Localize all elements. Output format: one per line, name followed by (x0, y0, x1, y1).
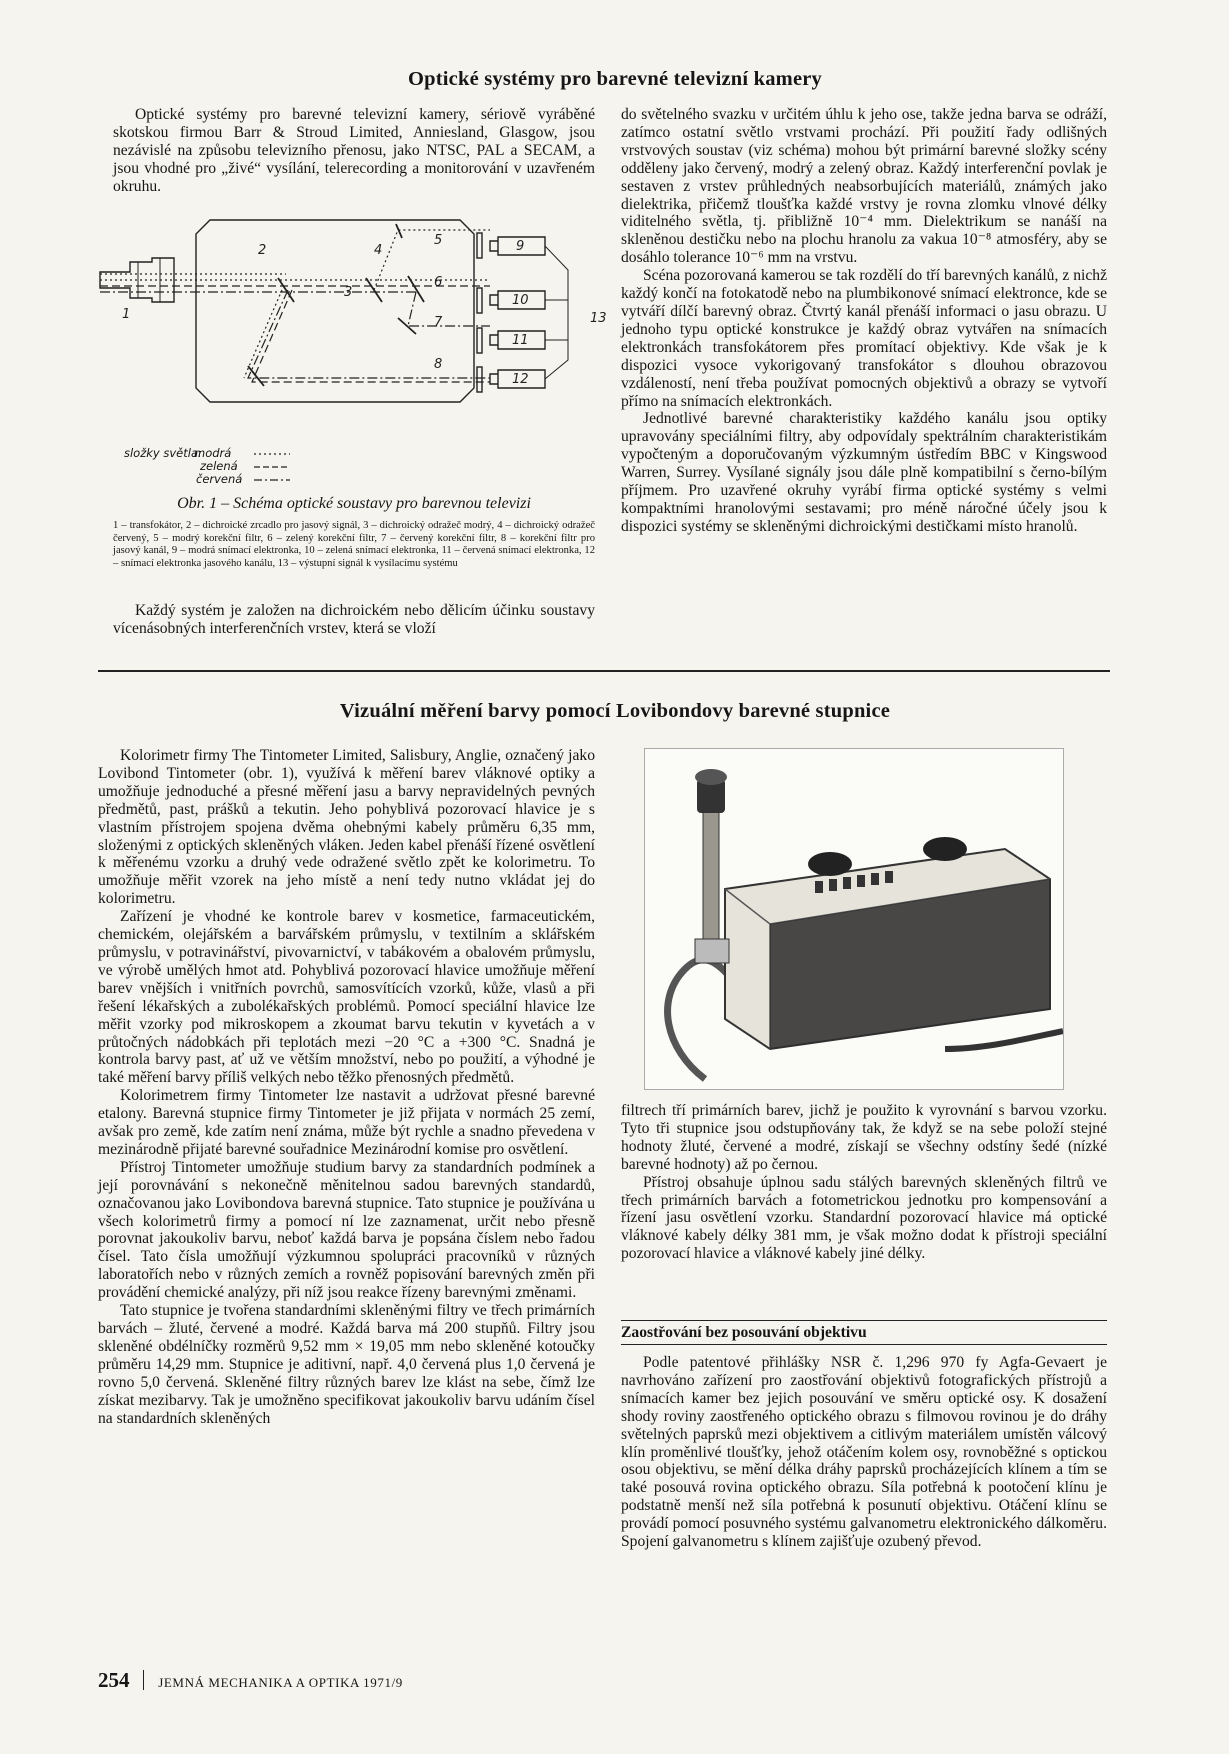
diagram-label-7: 7 (434, 315, 443, 330)
legend-item-blue: modrá (194, 446, 232, 460)
tintometer-illustration (645, 749, 1063, 1089)
paragraph: Scéna pozorovaná kamerou se tak rozdělí do tří barevných kanálů, z nichž každý končí na fotokatodě nebo na plumbikonové snímací elektronce, kde se vytváří dílčí barevný obraz. Čtvrtý kanál přenáší informaci o jasu obrazu. U jednoho typu optické konstrukce je každý obraz vytvářen na snímacích elektronkách transfokátorem přes promítací objektivy. Kde však je k dispozici vysoce vykorigovaný transfokátor s dlouhou obrazovou vzdáleností, není třeba používat pomocných objektivů a obrazy se vytvoří přímo na snímacích elektronkách. (621, 267, 1107, 410)
article1-right-column (621, 106, 1107, 536)
diagram-label-9: 9 (516, 239, 525, 254)
article1-left-column (113, 106, 595, 196)
paragraph: Tato stupnice je tvořena standardními skleněnými filtry ve třech primárních barvách – žluté, červené a modré. Každá barva má 200 stupňů. Filtry jsou skleněné obdélníčky rozměrů 9,52 mm × 19,05 mm nebo skleněné kotoučky průměru 14,29 mm. Stupnice je aditivní, např. 4,0 červená plus 1,0 červená je rovno 5,0 červená. Skleněné filtry různých barev lze klást na sebe, čímž lze získat mezibarvy. Tak je umožněno specifikovat jakoukoliv barvu udáním čísel na standardních skleněných (98, 1302, 595, 1427)
article3-rule (621, 1320, 1107, 1321)
footer-separator (143, 1670, 144, 1690)
diagram-label-1: 1 (122, 307, 131, 322)
paragraph: Kolorimetrem firmy Tintometer lze nastavit a udržovat přesné barevné etalony. Barevná stupnice firmy Tintometer je již přijata v normách 25 zemí, avšak pro země, kde zatím není známa, může být rychle a snadno převedena v mezinárodně přijaté barevné souřadnice Mezinárodní komise pro osvětlení. (98, 1087, 595, 1158)
legend-item-red: červená (196, 472, 243, 486)
diagram-label-4: 4 (374, 243, 383, 258)
article3-title: Zaostřování bez posouvání objektivu (621, 1324, 867, 1341)
tintometer-photo (644, 748, 1064, 1090)
diagram-label-6: 6 (434, 275, 443, 290)
diagram-label-11: 11 (512, 333, 529, 348)
page-footer (98, 1668, 403, 1693)
page-number: 254 (98, 1668, 130, 1692)
diagram-label-3: 3 (344, 285, 353, 300)
figure-caption-body: 1 – transfokátor, 2 – dichroické zrcadlo pro jasový signál, 3 – dichroický odražeč modrý, 4 – dichroický odražeč červený, 5 – modrý korekční filtr, 6 – zelený korekční filtr, 7 – červený korekční filtr, 8 – korekční filtr pro jasový kanál, 9 – modrá snímací elektronka, 10 – zelená snímací elektronka, 11 – červená snímací elektronka, 12 – snímací elektronka jasového kanálu, 13 – výstupní signál k vysílacímu systému (113, 520, 595, 569)
paragraph: Optické systémy pro barevné televizní kamery, sériově vyráběné skotskou firmou Barr & Stroud Limited, Anniesland, Glasgow, jsou nezávislé na způsobu televizního přenosu, jako NTSC, PAL a SECAM, a jsou vhodné pro „živé“ vysílání, telerecording a monitorování v uzavřeném okruhu. (113, 106, 595, 195)
paragraph: Přístroj Tintometer umožňuje studium barvy za standardních podmínek a její porovnávání s nekonečně měnitelnou sadou barevných standardů, označovanou jako Lovibondova barevná stupnice. Tato stupnice je používána u všech kolorimetrů firmy a pomocí ní lze zaznamenat, určit nebo přesně porovnat jakoukoliv barvu, neboť každá barva je popsána číslem nebo řadou čísel. Tato čísla umožňují výzkumnou spolupráci pracovníků v různých laboratořích nebo v různých zemích a rovněž popisování barevných změn při provádění chemické analýzy, při níž jsou reakce řízeny barevnými změnami. (98, 1158, 595, 1302)
diagram-label-2: 2 (258, 243, 267, 258)
legend-line-samples (254, 446, 294, 488)
paragraph: Kolorimetr firmy The Tintometer Limited, Salisbury, Anglie, označený jako Lovibond Tintometer (obr. 1), využívá k měření barev vláknové optiky a umožňuje jednoduché a přesné měření jasu a barvy nepravidelných pevných předmětů, past, prášků a tekutin. Jeho pohyblivá pozorovací hlavice je s vlastním přístrojem spojena dvěma ohebnými kabely průměru 6,35 mm, složenými z optických skleněných vláken. Jeden kabel přenáší řízené osvětlení k měřenému vzorku a druhý vede odražené světlo zpět ke kolorimetru. To umožňuje měřit vzorek na jeho místě a není tedy nutno vkládat jej do kolorimetru. (98, 747, 595, 908)
diagram-label-13: 13 (590, 311, 607, 326)
legend-label: složky světla: (124, 446, 202, 460)
article1-left-column-continued (113, 602, 595, 638)
section-divider (98, 670, 1110, 672)
paragraph: Jednotlivé barevné charakteristiky každého kanálu jsou optiky upravovány speciálními filtry, aby odpovídaly spektrálním charakteristikám vypočteným a doporučovaným výzkumným ústředím BBC v Kingswood Warren, Surrey. Vysílané signály jsou dále plně kompatibilní s černo-bílým příjmem. Pro uzavřené okruhy vyrábí firma optické systémy s velmi kompaktními hranolovými sestavami; pro méně náročné účely jsou k dispozici systémy se skleněnými dichroickými destičkami místo hranolů. (621, 410, 1107, 535)
journal-name: JEMNÁ MECHANIKA A OPTIKA 1971/9 (158, 1675, 403, 1690)
article3-body (621, 1354, 1107, 1551)
article2-title: Vizuální měření barvy pomocí Lovibondovy barevné stupnice (339, 700, 891, 722)
paragraph: Zařízení je vhodné ke kontrole barev v kosmetice, farmaceutickém, chemickém, olejářském a barvářském průmyslu, v textilním a sklářském průmyslu, v potravinářství, pivovarnictví, v tabákovém a obalovém průmyslu, ve výrobě umělých hmot atd. Pohyblivá pozorovací hlavice umožňuje měření barev vnějších i vnitřních povrchů, samosvítících vzorků, kůže, vlasů a při řešení lékařských a zubolékařských problémů. Pomocí speciální hlavice lze měřit vzorky pod mikroskopem a zkoumat barvu tekutin v kyvetách a v průtočných nádobkách při teplotách mezi −20 °C a +300 °C. Snadná je kontrola barvy past, ať už ve větším množství, nebo po použití, a výhodné je také měření barvy příliš velkých nebo těžko přenosných předmětů. (98, 908, 595, 1087)
figure-caption-title: Obr. 1 – Schéma optické soustavy pro barevnou televizi (177, 495, 531, 512)
article2-left-column (98, 747, 595, 1427)
legend-item-green: zelená (200, 459, 238, 473)
paragraph: Podle patentové přihlášky NSR č. 1,296 970 fy Agfa-Gevaert je navrhováno zařízení pro zaostřování objektivů fotografických přístrojů a snímacích kamer bez jejich posouvání ve směru optické osy. K dosažení shody roviny zaostřeného optického obrazu s filmovou rovinou je do dráhy světelných paprsků mezi objektivem a citlivým materiálem umístěn válcový klín proměnlivé tloušťky, jehož otáčením kolem osy, rovnoběžné s optickou osou objektivu, se mění délka dráhy paprsků procházejících klínem a tím se také posouvá rovina optického obrazu. Síla potřebná k pootočení klínu je podstatně menší než síla potřebná k posunutí objektivu. Otáčení klínu se provádí pomocí posuvného systému galvanometru elektronického dálkoměru. Spojení galvanometru s klínem zajišťuje ozubený převod. (621, 1354, 1107, 1551)
diagram-label-8: 8 (434, 357, 443, 372)
article2-right-column (621, 1102, 1107, 1263)
paragraph: Každý systém je založen na dichroickém nebo dělicím účinku soustavy vícenásobných interferenčních vrstev, která se vloží (113, 602, 595, 637)
diagram-label-12: 12 (512, 372, 529, 387)
paragraph: filtrech tří primárních barev, jichž je použito k vyrovnání s barvou vzorku. Tyto tři stupnice jsou odstupňovány tak, že když se na sebe položí stejné hodnoty žluté, červené a modré, získají se všechny odstíny šedé (nízké barevné hodnoty) až po černou. (621, 1102, 1107, 1173)
article3-rule-bottom (621, 1344, 1107, 1345)
article1-title: Optické systémy pro barevné televizní kamery (408, 68, 822, 90)
diagram-label-5: 5 (434, 233, 443, 248)
paragraph: Přístroj obsahuje úplnou sadu stálých barevných skleněných filtrů ve třech primárních barvách a fotometrickou jednotku pro kompensování a řízení jasu osvětlení vzorku. Standardní pozorovací hlavice má optické vláknové kabely délky 381 mm, je však možno dodat k přístroji speciální pozorovací hlavice a vláknové kabely jiné délky. (621, 1173, 1107, 1263)
paragraph: do světelného svazku v určitém úhlu k jeho ose, takže jedna barva se odráží, zatímco ostatní světlo vrstvami prochází. Při použití řady odlišných vrstvových soustav (viz schéma) mohou být primární barevné složky scény odděleny jako červený, modrý a zelený obraz. Každý interferenční povlak je sestaven z vrstev průhledných neabsorbujících materiálů, známých jako dielektrika, přičemž tloušťka každé vrstvy je rovna zlomku vlnové délky viditelného světla, tj. přibližně 10⁻⁴ mm. Dielektrikum se nanáší na skleněnou destičku nebo na plochu hranolu za vakua 10⁻⁸ atmosféry, aby se dosáhlo tolerance 10⁻⁶ mm na vrstvu. (621, 106, 1107, 267)
diagram-label-10: 10 (512, 293, 529, 308)
